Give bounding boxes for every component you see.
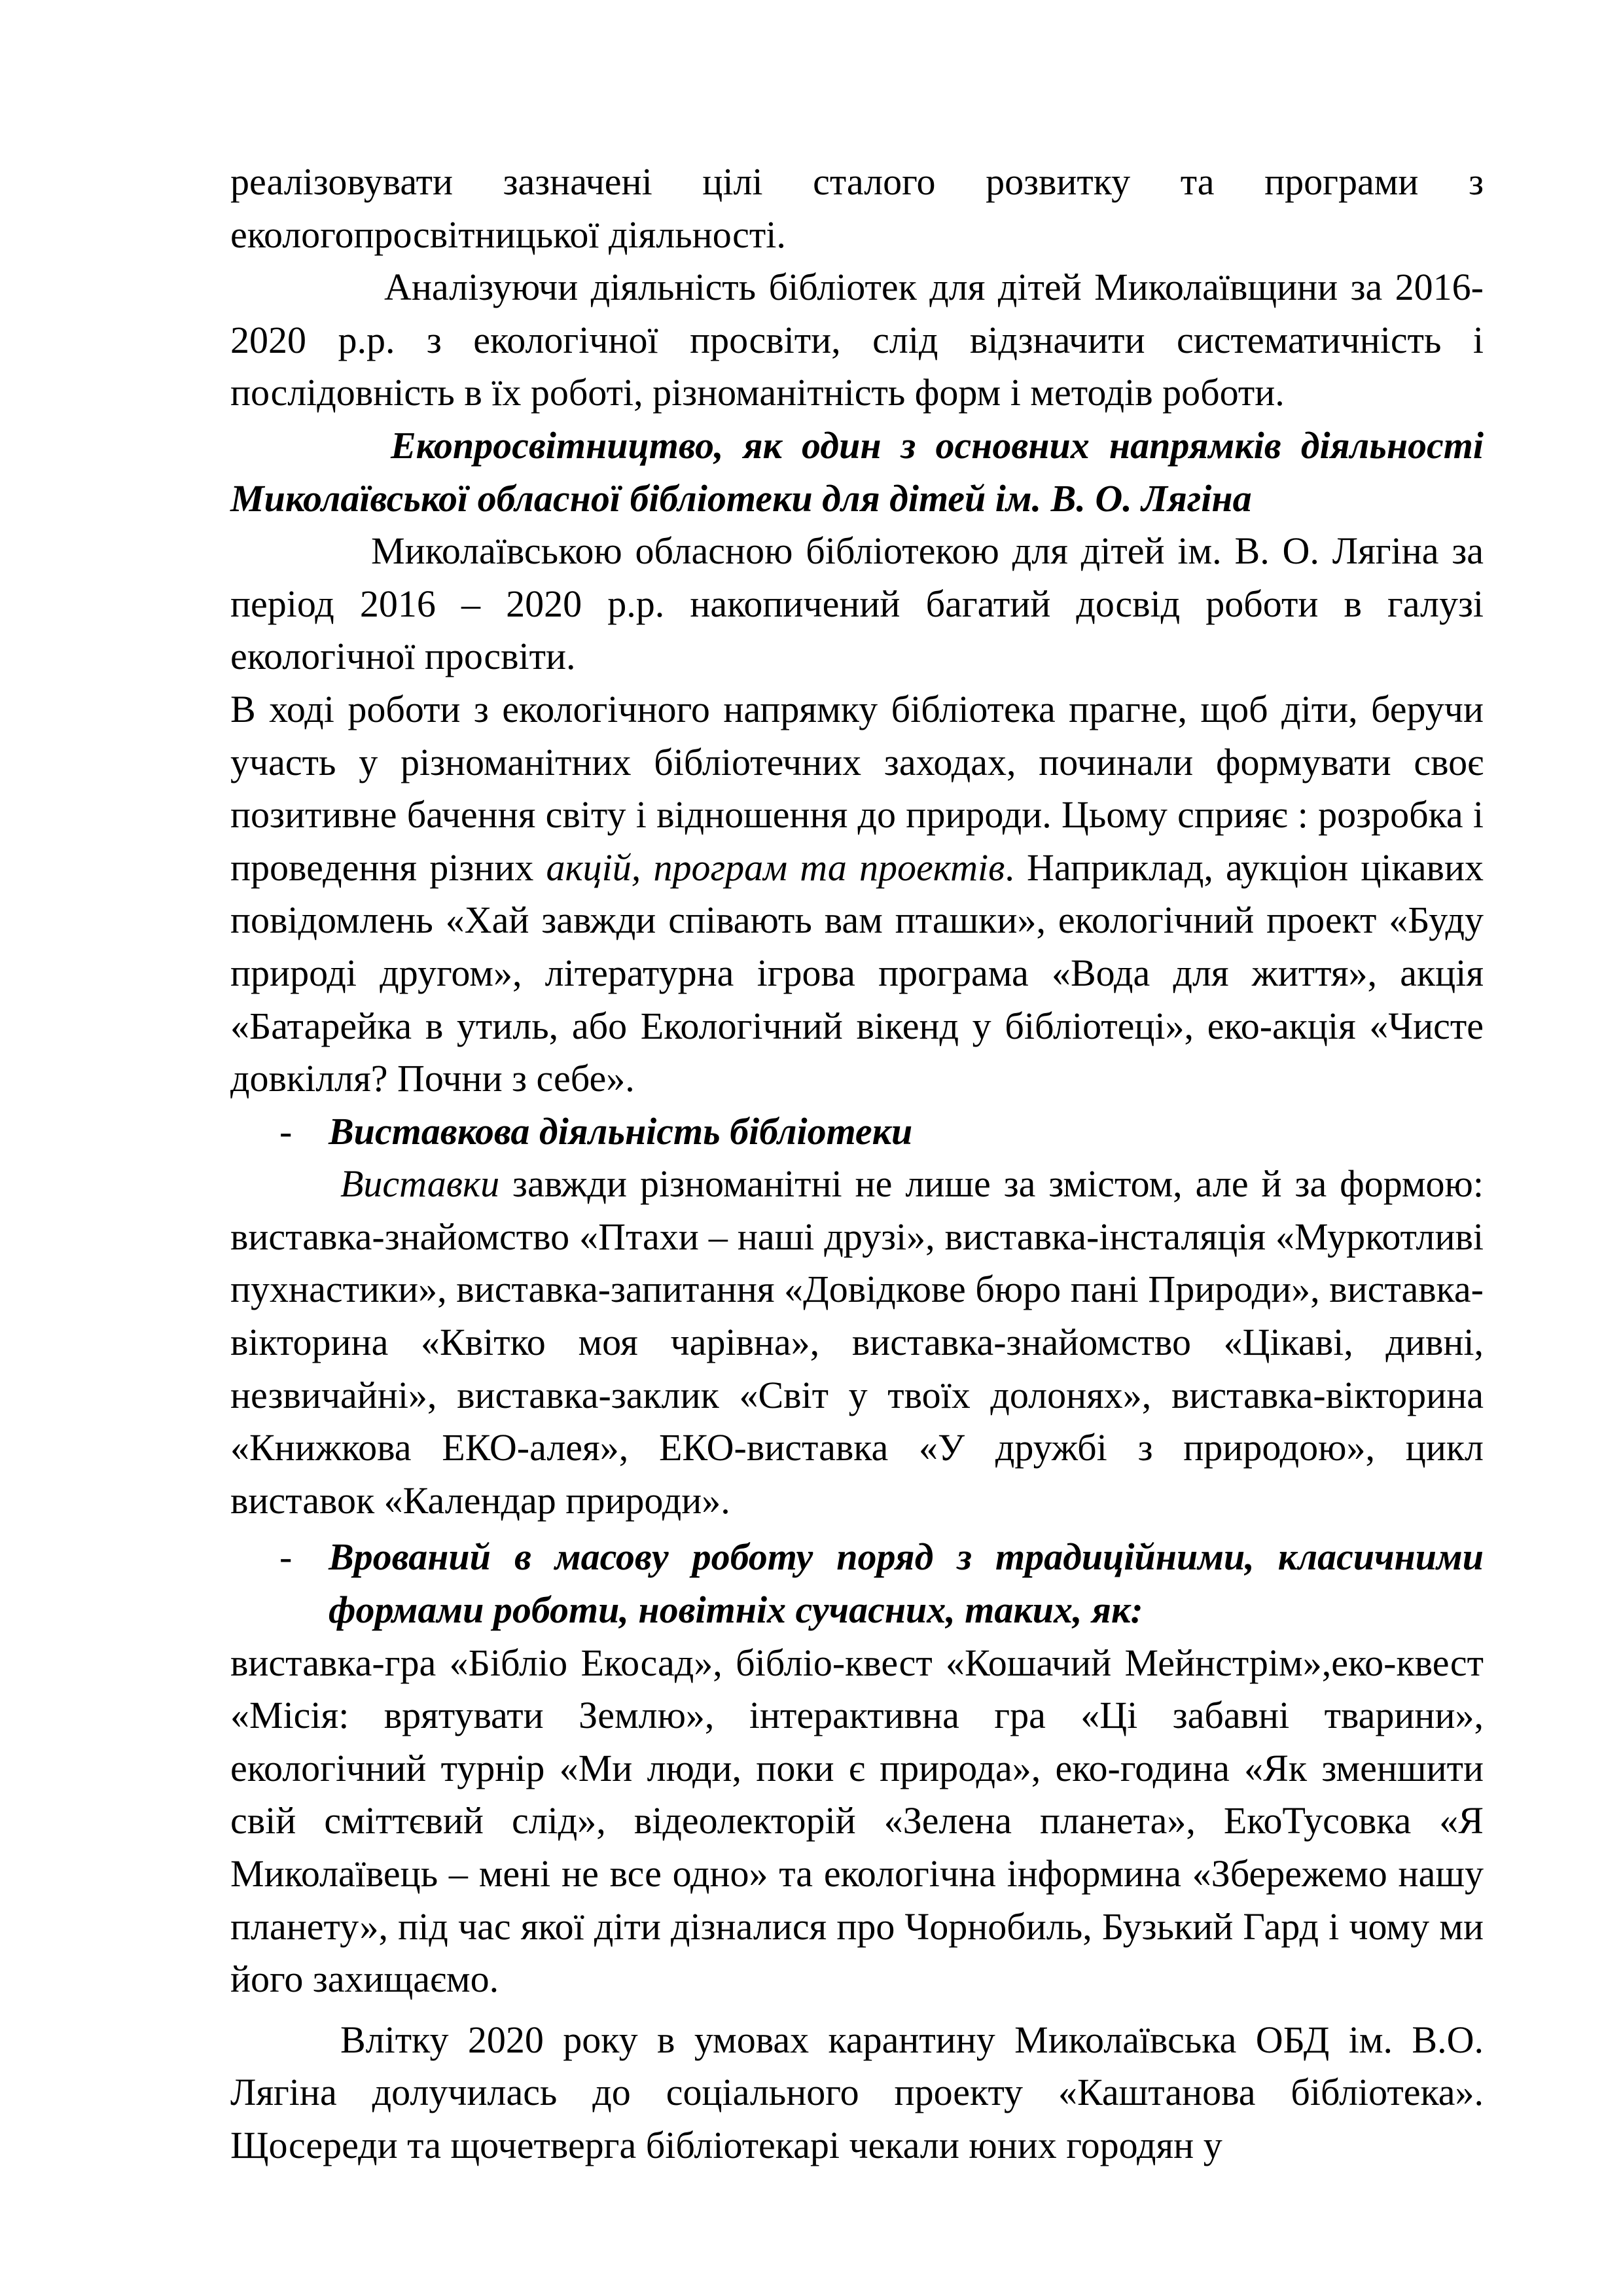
activities-text-start: В ході роботи з екологічного напрямку бібліотека прагне, щоб діти, беручи участь у різноманітних бібліотечних заходах, починали формувати своє позитивне бачення світу і відношення до природи. Цьому сприяє : розробка і проведення різних bbox=[230, 687, 1484, 889]
section-heading: Екопросвітництво, як один з основних напрямків діяльності Миколаївської обласної бібліотеки для дітей ім. В. О. Лягіна bbox=[230, 423, 1484, 520]
activities-italic-text: акцій, програм та проектів bbox=[546, 846, 1005, 889]
bullet-exhibitions-label: Виставкова діяльність бібліотеки bbox=[329, 1109, 913, 1153]
bullet-exhibitions bbox=[230, 1105, 1484, 1158]
paragraph-events: виставка-гра «Бібліо Екосад», бібліо-квест «Кошачий Мейнстрім»,еко-квест «Місія: врятувати Землю», інтерактивна гра «Ці забавні тварини», екологічний турнір «Ми люди, поки є природа», еко-година «Як зменшити свій сміттєвий слід», відеолекторій «Зелена планета», ЕкоТусовка «Я Миколаївець – мені не все одно» та екологічна інформина «Збережемо нашу планету», під час якої діти дізналися про Чорнобиль, Бузький Гард і чому ми його захищаємо. bbox=[230, 1641, 1484, 2001]
document-page bbox=[230, 156, 1484, 2172]
bullet-new-forms bbox=[230, 1531, 1484, 1636]
bullet-dash: - bbox=[279, 1535, 293, 1579]
paragraph-exhibitions bbox=[230, 1158, 1484, 1527]
paragraph-activities bbox=[230, 683, 1484, 1105]
exhibitions-italic-word: Виставки bbox=[340, 1162, 500, 1206]
bullet-new-forms-label: Врований в масову роботу поряд з традиційними, класичними формами роботи, новітніх сучасних, таких, як: bbox=[329, 1535, 1484, 1632]
paragraph-analysis: Аналізуючи діяльність бібліотек для дітей Миколаївщини за 2016-2020 р.р. з екологічної просвіти, слід відзначити систематичність і послідовність в їх роботі, різноманітність форм і методів роботи. bbox=[230, 266, 1484, 414]
bullet-dash: - bbox=[279, 1109, 293, 1153]
activities-text-end: . Наприклад, аукціон цікавих повідомлень «Хай завжди співають вам пташки», екологічний проект «Буду природі другом», літературна ігрова програма «Вода для життя», акція «Батарейка в утиль, або Екологічний вікенд у бібліотеці», еко-акція «Чисте довкілля? Почни з себе». bbox=[230, 846, 1484, 1100]
paragraph-summer-2020: Влітку 2020 року в умовах карантину Миколаївська ОБД ім. В.О. Лягіна долучилась до соціального проекту «Каштанова бібліотека». Щосереди та щочетверга бібліотекарі чекали юних городян у bbox=[230, 2018, 1484, 2166]
paragraph-intro: реалізовувати зазначені цілі сталого розвитку та програми з екологопросвітницької діяльності. bbox=[230, 160, 1484, 256]
exhibitions-text: завжди різноманітні не лише за змістом, але й за формою: виставка-знайомство «Птахи – наші друзі», виставка-інсталяція «Муркотливі пухнастики», виставка-запитання «Довідкове бюро пані Природи», виставка-вікторина «Квітко моя чарівна», виставка-знайомство «Цікаві, дивні, незвичайні», виставка-заклик «Світ у твоїх долонях», виставка-вікторина «Книжкова ЕКО-алея», ЕКО-виставка «У дружбі з природою», цикл виставок «Календар природи». bbox=[230, 1162, 1484, 1522]
paragraph-experience: Миколаївською обласною бібліотекою для дітей ім. В. О. Лягіна за період 2016 – 2020 р.р. накопичений багатий досвід роботи в галузі екологічної просвіти. bbox=[230, 529, 1484, 678]
